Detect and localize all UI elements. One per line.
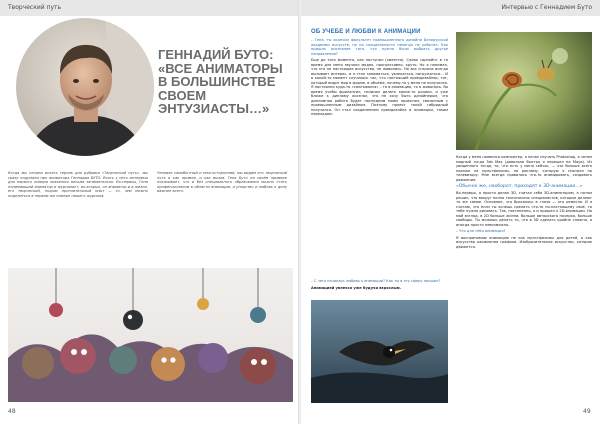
question-4: – Что для тебя анимация? xyxy=(456,229,506,234)
answer-4: Во-первых, я просто делал 3D, считал себя 3D-аниматором, а потом решил, что вокруг полно технических специалистов, которые делают то же самое. Основное, что бросалось в глаза — это ремесло. И я считаю, что если ты хочешь сделать что-то по-настоящему своё, то тебе нужно рисовать. Так, постепенно, я и пришел к 2D-анимации. На мой взгляд, в 2D больше жизни, больше авторского почерка, больше свободы. Ты можешь делать то, что в 3D сделать крайне сложно, а иногда просто невозможно. xyxy=(456,191,592,227)
answer-2: Анимацией увлекся уже будучи взрослым. xyxy=(311,285,402,290)
right-page-number: 49 xyxy=(583,408,591,415)
bird-illustration xyxy=(311,300,448,403)
question-2: – С чего началась любовь к анимации? Как ты в эту сферу пришел? xyxy=(311,279,441,283)
artwork-illustration xyxy=(8,268,293,402)
bird-image xyxy=(311,300,448,403)
intro-column-right: Человек самобытный и многосторонний, мы видим его творческий путь и как пример, и как вызов. Гена Буто на своём примере показывает, что и без специального образования можно стать профессионалом в области анимации, а упорство и любовь к делу важнее всего. xyxy=(157,171,287,193)
portrait-photo xyxy=(16,18,154,156)
answer-5: Я воспринимаю анимацию не как мультфильмы для детей, а как искусство оживления графики. Изобразительное искусство, которое движется. xyxy=(456,235,592,249)
question-1: – Гена, ты окончил факультет промышленного дизайна Белорусской академии искусств, но по специальности никогда не работал. Как пришло осознание того, что нужно было выбрать другое направление? xyxy=(311,38,448,56)
pull-quote: «Обычно же, наоборот, приходят к 3D-анимации...» xyxy=(456,184,583,189)
snail-illustration xyxy=(456,32,592,150)
interview-column-2 xyxy=(456,155,592,251)
right-header-title: Интервью с Геннадием Буто xyxy=(501,4,592,11)
snail-image xyxy=(456,32,592,150)
section-title: ОБ УЧЕБЕ И ЛЮБВИ К АНИМАЦИИ xyxy=(311,29,421,35)
answer-1: Еще до того момента, как поступил (смеется). Слово «дизайн» в то время для меня звучало модно, прогрессивно, круто. Но я понимал, что это не настоящее искусство, не живопись. Но все сначала всегда вызывает интерес, и я стал заниматься, увлекаться, погружаться… И в какой-то момент случилось так, что настоящий промдизайнер, тот, который видит мир в форме, в объёме, почему-то у меня не получился. Я постоянно куда-то «сматывался» – то в анимацию, то в живопись. Во время учебы фрилансил, начинал делать какие-то ролики, и уже ближе к диплому осознал, что не хочу быть дизайнером, что дипломная работа будет последним моим проектом, связанным с промышленным дизайном. Поэтому проект такой гибридный получился. Он стал соединением промдизайна и анимации, таким переходом. xyxy=(311,58,448,116)
answer-3: Когда у меня появился компьютер, я начал изучать Photoshop, а затем модный тогда 3ds Max (довольно быстро я перешел на Maya). Из увиденного тогда, то, что есть у меня сейчас, — это больше всего похоже на мультфильмы, на рекламу, которую я смотрел по телевизору. Мне всегда нравилось что-то анимировать, создавать движение. xyxy=(456,155,592,182)
left-page-number: 48 xyxy=(8,408,16,415)
left-page xyxy=(0,0,299,424)
intro-column-left: Когда мы начали искать героев для рубрики «Творческий путь», мы сразу подумали про аниматора Геннадия БУТО. Взять у него интервью для первого номера оказалось весьма занимательно. Во-первых, Гена понимающий аниматор и журналист, во-вторых, он аниматор и в жизни, его творческий, подчас пронзительный опыт — то, чем можно поделиться в первом же номере нашего журнала. xyxy=(8,171,148,198)
interview-column-1 xyxy=(311,38,448,119)
left-header-title: Творческий путь xyxy=(8,4,62,11)
interview-column-1-bottom xyxy=(311,279,448,292)
portrait-illustration xyxy=(16,18,154,156)
article-headline: ГЕННАДИЙ БУТО: «ВСЕ АНИМАТОРЫ В БОЛЬШИНСТВЕ СВОЕМ ЭНТУЗИАСТЫ…» xyxy=(158,47,283,116)
artwork-image xyxy=(8,268,293,402)
